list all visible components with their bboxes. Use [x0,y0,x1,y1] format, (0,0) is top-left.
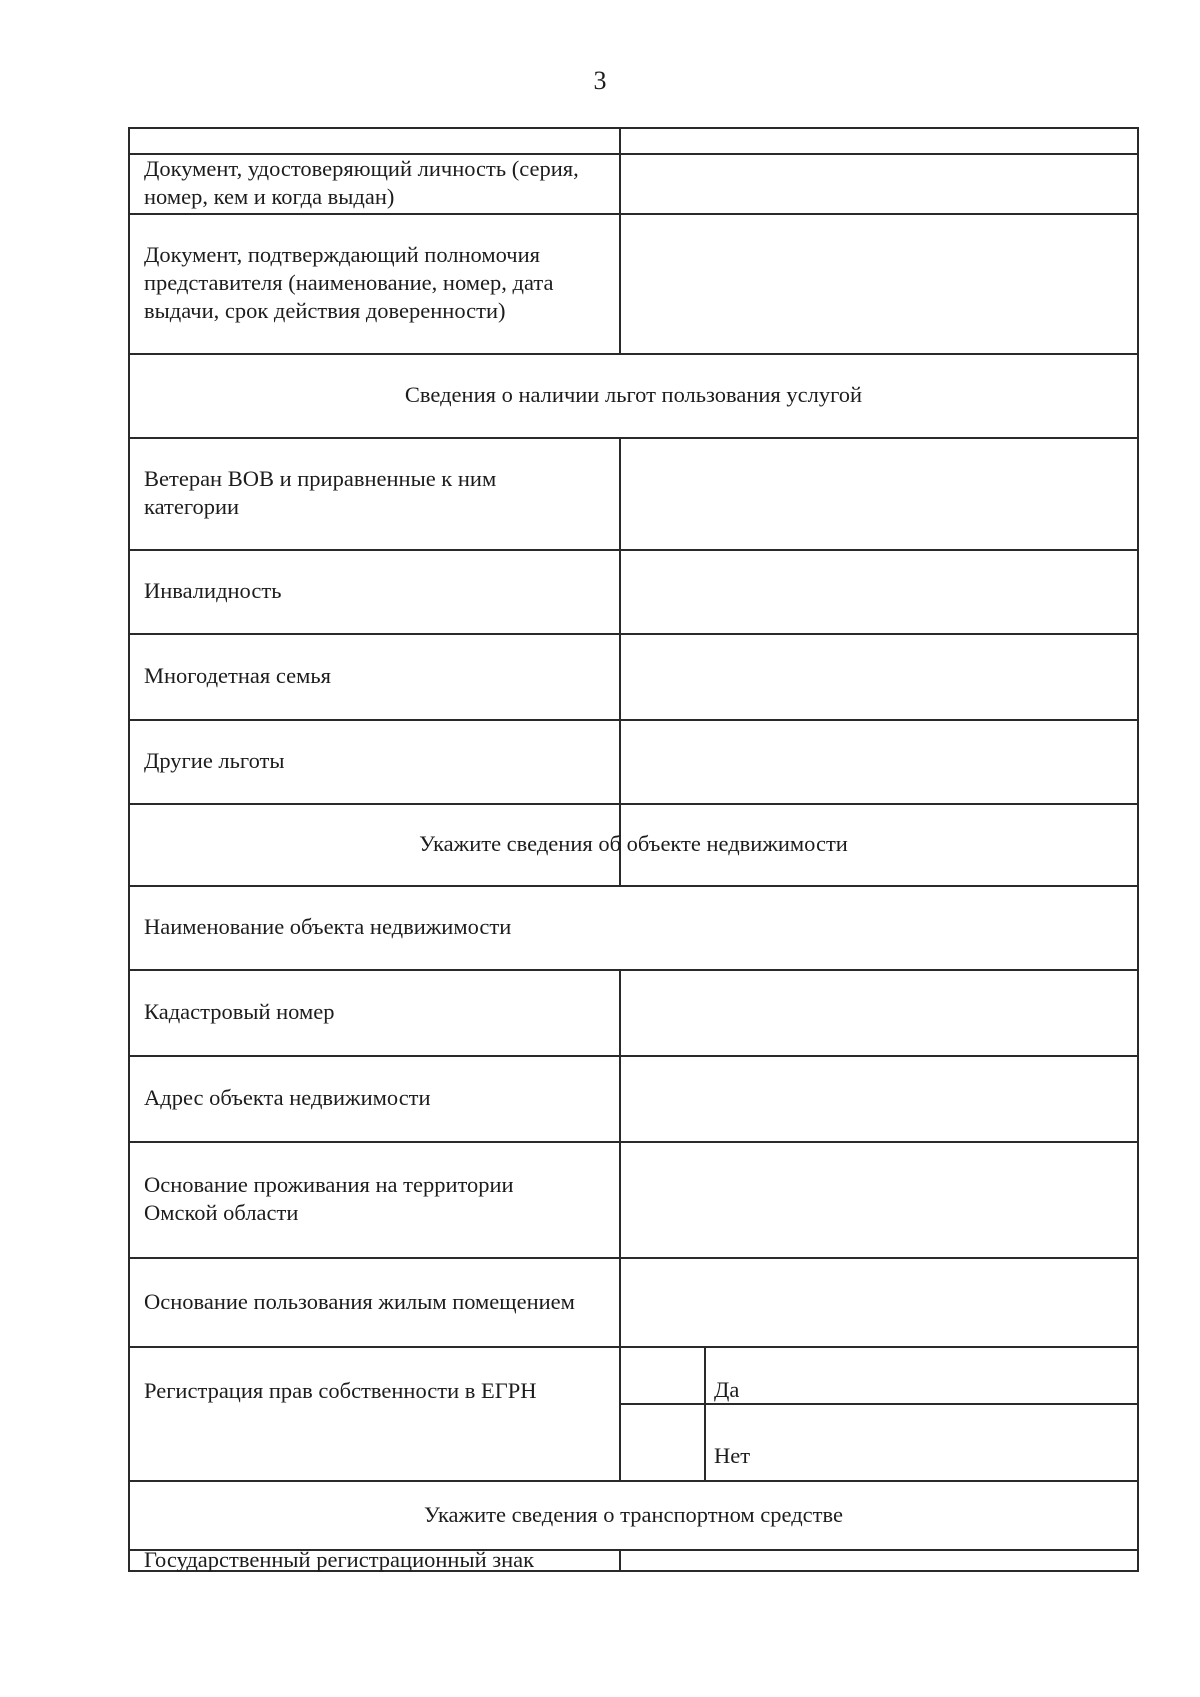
veteran-label: Ветеран ВОВ и приравненные к ним категории [144,466,497,519]
row-line [128,127,1139,129]
identity-document-label: Документ, удостоверяющий личность (серия, номер, кем и когда выдан) [144,156,579,209]
benefits-section-heading: Сведения о наличии льгот пользования услугой [404,382,863,407]
column-divider [619,1549,621,1572]
egrn-no-option: Нет [714,1443,751,1468]
cadastral-number-label: Кадастровый номер [144,999,335,1024]
residence-basis-label: Основание проживания на территории Омской области [144,1172,514,1225]
property-section-heading: Укажите сведения об объекте недвижимости [419,831,848,856]
column-divider [619,127,621,353]
property-address-label: Адрес объекта недвижимости [144,1085,431,1110]
option-divider [704,1346,706,1480]
page-number: 3 [593,66,607,95]
property-name-label: Наименование объекта недвижимости [144,914,512,939]
vehicle-section-heading: Укажите сведения о транспортном средстве [424,1501,843,1527]
large-family-label: Многодетная семья [144,663,331,688]
option-line [619,1403,1139,1405]
disability-label: Инвалидность [144,578,282,603]
egrn-yes-option: Да [714,1377,740,1402]
plate-label: Государственный регистрационный знак [144,1546,535,1572]
other-benefits-label: Другие льготы [144,748,285,773]
application-form-table [128,127,1139,1572]
authority-document-label: Документ, подтверждающий полномочия представителя (наименование, номер, дата выдачи, срок действия доверенности) [144,242,554,323]
egrn-registration-label: Регистрация прав собственности в ЕГРН [144,1378,537,1403]
usage-basis-label: Основание пользования жилым помещением [144,1288,575,1314]
